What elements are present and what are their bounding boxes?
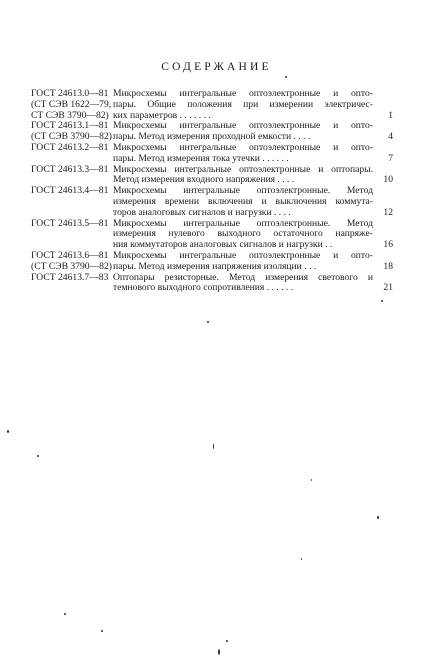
description-line: измерения времени включения и выключения коммута- [113,195,373,207]
page-number: 10 [383,174,393,186]
page-title: СОДЕРЖАНИЕ [161,61,272,73]
toc-entry [31,143,393,165]
scan-speck [101,630,103,632]
entry-description [113,273,393,295]
standard-code: ГОСТ 24613.1—81 [31,120,109,132]
description-line: Микросхемы интегральные оптоэлектронные. Метод [113,217,373,229]
page-number: 4 [388,131,393,143]
toc-entry [31,165,393,187]
standard-code: ГОСТ 24613.2—81 [31,141,109,153]
standard-code: (СТ СЭВ 3790—82) [31,260,112,272]
page-number: 1 [388,109,393,121]
toc-entry [31,219,393,251]
toc-entry [31,273,393,295]
standard-codes [31,186,113,197]
page-number: 16 [383,239,393,251]
table-of-contents [31,89,393,294]
description-line: пары. Метод измерения напряжения изоляции . . . [113,260,317,272]
toc-entry [31,251,393,273]
description-line: Оптопары резисторные. Метод измерения светового и [113,271,373,283]
entry-description [113,219,393,251]
scan-speck [218,649,220,655]
description-line: Микросхемы интегральные оптоэлектронные и опто- [113,249,373,261]
standard-code: (СТ СЭВ 1622—79, [31,98,112,110]
description-line: Метод измерения входного напряжения . . . . [113,174,295,186]
page-number: 7 [388,152,393,164]
standard-codes [31,89,113,121]
description-line: Микросхемы интегральные оптоэлектронные и опто- [113,120,373,132]
description-line: торов аналоговых сигналов и нагрузки . . . . [113,206,291,218]
standard-codes [31,273,113,284]
description-line: темнового выходного сопротивления . . . . . . [113,282,294,294]
standard-code: ГОСТ 24613.6—81 [31,249,109,261]
standard-codes [31,143,113,154]
standard-codes [31,219,113,230]
standard-code: (СТ СЭВ 3790—82) [31,131,112,143]
scan-speck [207,321,209,323]
description-line: Микросхемы интегральные оптоэлектронные и опто- [113,141,373,153]
standard-code: ГОСТ 24613.3—81 [31,163,109,175]
entry-description [113,186,393,218]
description-line: ния коммутаторов аналоговых сигналов и нагрузки . . [113,239,333,251]
scan-speck [381,300,383,302]
entry-description [113,121,393,143]
standard-code: ГОСТ 24613.0—81 [31,88,109,99]
entry-description [113,251,393,273]
standard-code: СТ СЭВ 3790—82) [31,109,109,121]
scan-speck [311,479,312,481]
standard-code: ГОСТ 24613.5—81 [31,217,109,229]
description-line: Микросхемы интегральные оптоэлектронные и оптопары. [113,163,373,175]
scan-speck [213,444,214,449]
scan-speck [226,640,228,642]
toc-entry [31,186,393,218]
scan-speck [64,613,66,615]
description-line: Микросхемы интегральные оптоэлектронные. Метод [113,185,373,197]
description-line: ких параметров . . . . . . . [113,109,211,121]
entry-description [113,143,393,165]
scan-speck [37,455,39,457]
description-line: пары. Метод измерения тока утечки . . . . . . [113,152,289,164]
scan-speck [7,430,9,433]
scan-speck [285,76,287,78]
page-number: 18 [383,260,393,272]
description-line: пары. Общие положения при измерении электричес- [113,98,373,110]
entry-description [113,89,393,121]
standard-code: ГОСТ 24613.4—81 [31,185,109,197]
standard-codes [31,121,113,143]
standard-codes [31,165,113,176]
toc-entry [31,89,393,121]
description-line: измерения нулевого выходного остаточного напряже- [113,228,373,240]
scan-speck [301,558,302,560]
page-number: 21 [383,282,393,294]
page-number: 12 [383,206,393,218]
entry-description [113,165,393,187]
toc-entry [31,121,393,143]
description-line: пары. Метод измерения проходной емкости . . . . [113,131,311,143]
scan-speck [377,516,379,519]
description-line: Микросхемы интегральные оптоэлектронные и опто- [113,88,373,99]
standard-code: ГОСТ 24613.7—83 [31,271,109,283]
standard-codes [31,251,113,273]
